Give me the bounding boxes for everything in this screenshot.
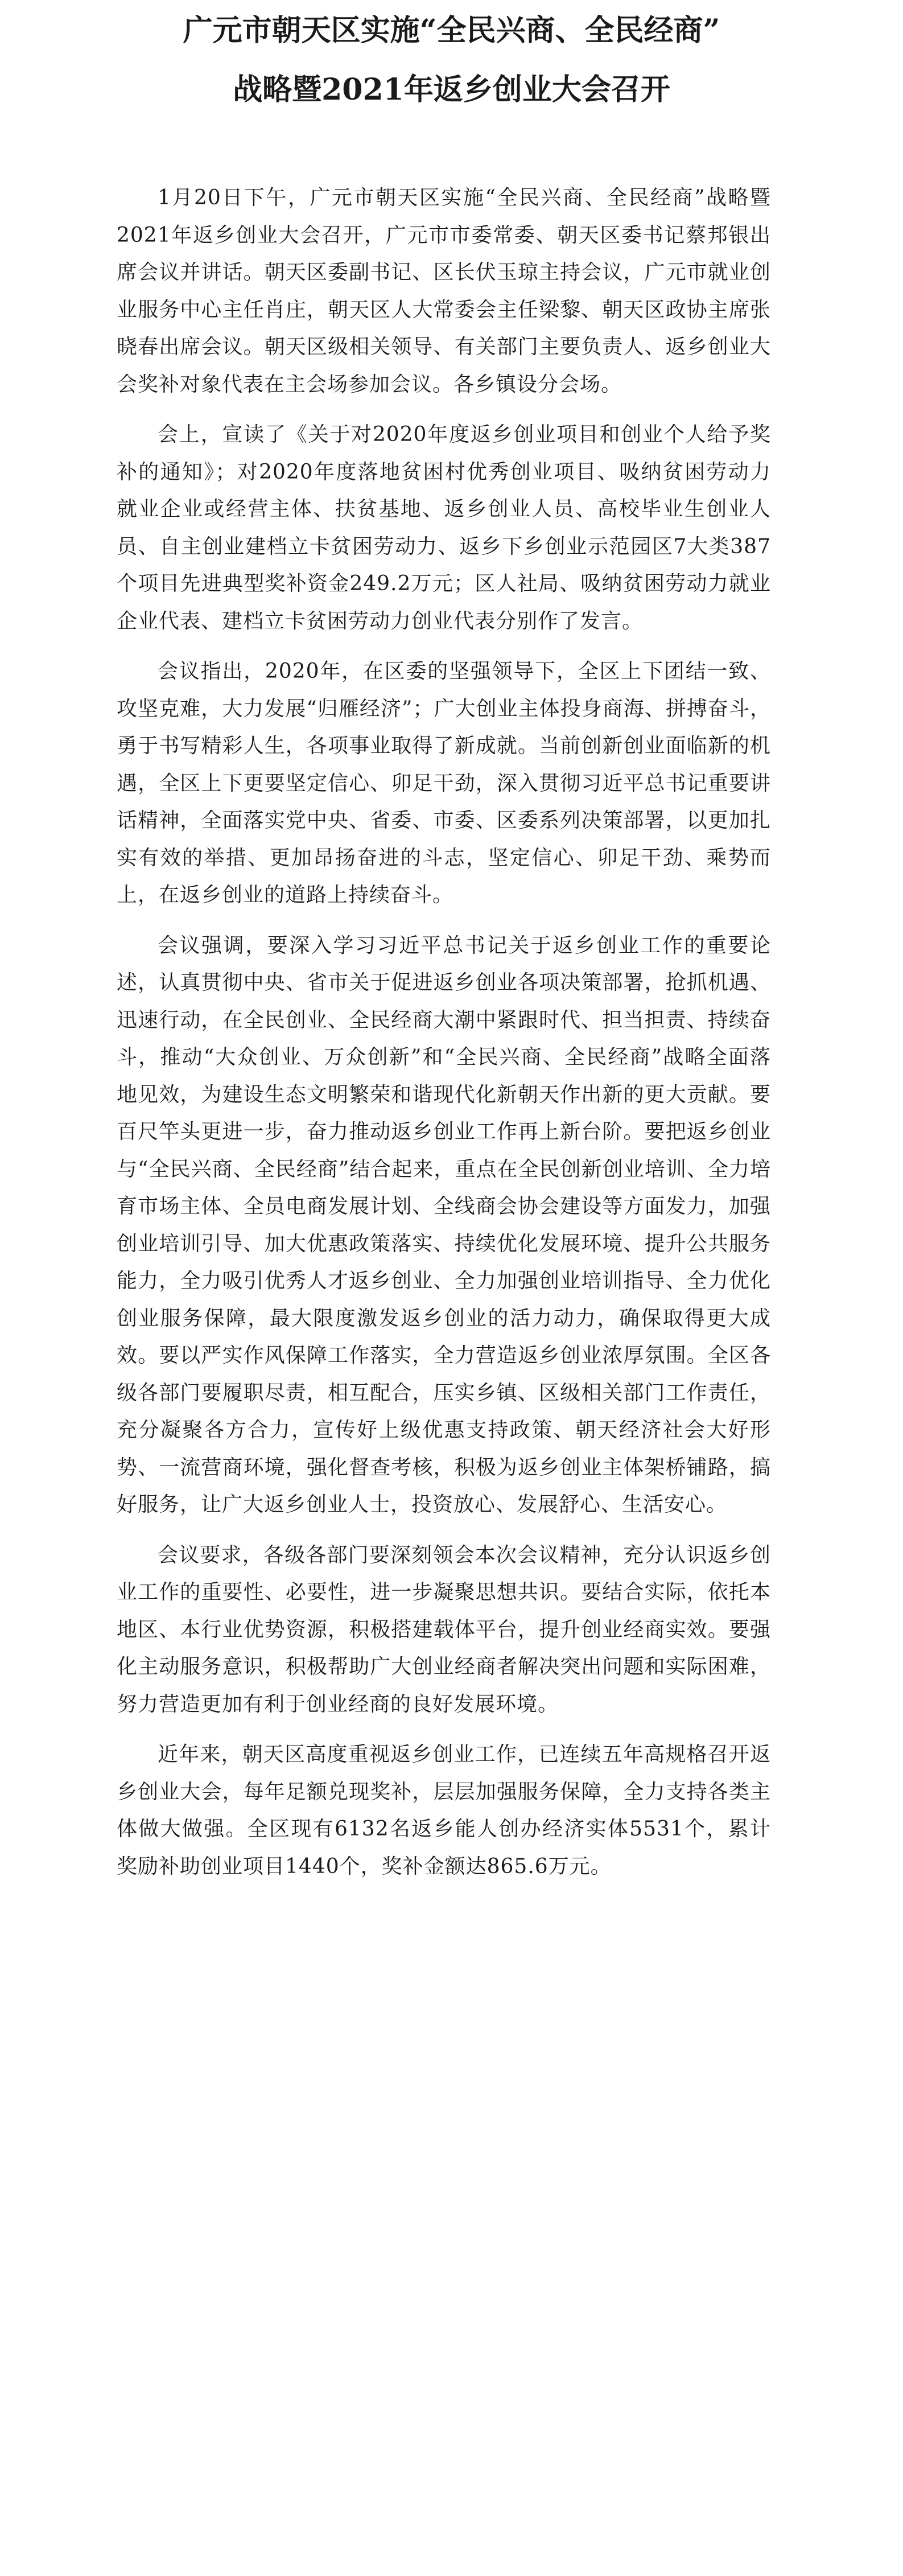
article-body — [117, 179, 771, 2558]
paragraph-background: 近年来，朝天区高度重视返乡创业工作，已连续五年高规格召开返乡创业大会，每年足额兑现奖补，层层加强服务保障，全力支持各类主体做大做强。全区现有6132名返乡能人创办经济实体5531个，累计奖励补助创业项目1440个，奖补金额达865.6万元。 — [117, 1743, 771, 1878]
title-line-1: 广元市朝天区实施“全民兴商、全民经商” — [183, 13, 720, 48]
paragraph-meeting-emphasis: 会议强调，要深入学习习近平总书记关于返乡创业工作的重要论述，认真贯彻中央、省市关于促进返乡创业各项决策部署，抢抓机遇、迅速行动，在全民创业、全民经商大潮中紧跟时代、担当担责、持续奋斗，推动“大众创业、万众创新”和“全民兴商、全民经商”战略全面落地见效，为建设生态文明繁荣和谐现代化新朝天作出新的更大贡献。要百尺竿头更进一步，奋力推动返乡创业工作再上新台阶。要把返乡创业与“全民兴商、全民经商”结合起来，重点在全民创新创业培训、全力培育市场主体、全员电商发展计划、全线商会协会建设等方面发力，加强创业培训引导、加大优惠政策落实、持续优化发展环境、提升公共服务能力，全力吸引优秀人才返乡创业、全力加强创业培训指导、全力优化创业服务保障，最大限度激发返乡创业的活力动力，确保取得更大成效。要以严实作风保障工作落实，全力营造返乡创业浓厚氛围。全区各级各部门要履职尽责，相互配合，压实乡镇、区级相关部门工作责任，充分凝聚各方合力，宣传好上级优惠支持政策、朝天经济社会大好形势、一流营商环境，强化督查考核，积极为返乡创业主体架桥铺路，搞好服务，让广大返乡创业人士，投资放心、发展舒心、生活安心。 — [117, 933, 771, 1516]
title-line-2: 战略暨2021年返乡创业大会召开 — [233, 72, 670, 107]
paragraph-meeting-requirements: 会议要求，各级各部门要深刻领会本次会议精神，充分认识返乡创业工作的重要性、必要性，进一步凝聚思想共识。要结合实际，依托本地区、本行业优势资源，积极搭建载体平台，提升创业经商实效。要强化主动服务意识，积极帮助广大创业经商者解决突出问题和实际困难，努力营造更加有利于创业经商的良好发展环境。 — [117, 1543, 771, 1716]
paragraph-meeting-points: 会议指出，2020年，在区委的坚强领导下，全区上下团结一致、攻坚克难，大力发展“归雁经济”；广大创业主体投身商海、拼搏奋斗，勇于书写精彩人生，各项事业取得了新成就。当前创新创业面临新的机遇，全区上下更要坚定信心、卯足干劲，深入贯彻习近平总书记重要讲话精神，全面落实党中央、省委、市委、区委系列决策部署，以更加扎实有效的举措、更加昂扬奋进的斗志，坚定信心、卯足干劲、乘势而上，在返乡创业的道路上持续奋斗。 — [117, 660, 771, 907]
article-title — [0, 0, 903, 120]
paragraph-meeting-overview: 1月20日下午，广元市朝天区实施“全民兴商、全民经商”战略暨2021年返乡创业大会召开，广元市市委常委、朝天区委书记蔡邦银出席会议并讲话。朝天区委副书记、区长伏玉琼主持会议，广元市就业创业服务中心主任肖庄，朝天区人大常委会主任梁黎、朝天区政协主席张晓春出席会议。朝天区级相关领导、有关部门主要负责人、返乡创业大会奖补对象代表在主会场参加会议。各乡镇设分会场。 — [117, 186, 771, 396]
paragraph-awards: 会上，宣读了《关于对2020年度返乡创业项目和创业个人给予奖补的通知》；对2020年度落地贫困村优秀创业项目、吸纳贫困劳动力就业企业或经营主体、扶贫基地、返乡创业人员、高校毕业生创业人员、自主创业建档立卡贫困劳动力、返乡下乡创业示范园区7大类387个项目先进典型奖补资金249.2万元；区人社局、吸纳贫困劳动力就业企业代表、建档立卡贫困劳动力创业代表分别作了发言。 — [117, 423, 771, 633]
